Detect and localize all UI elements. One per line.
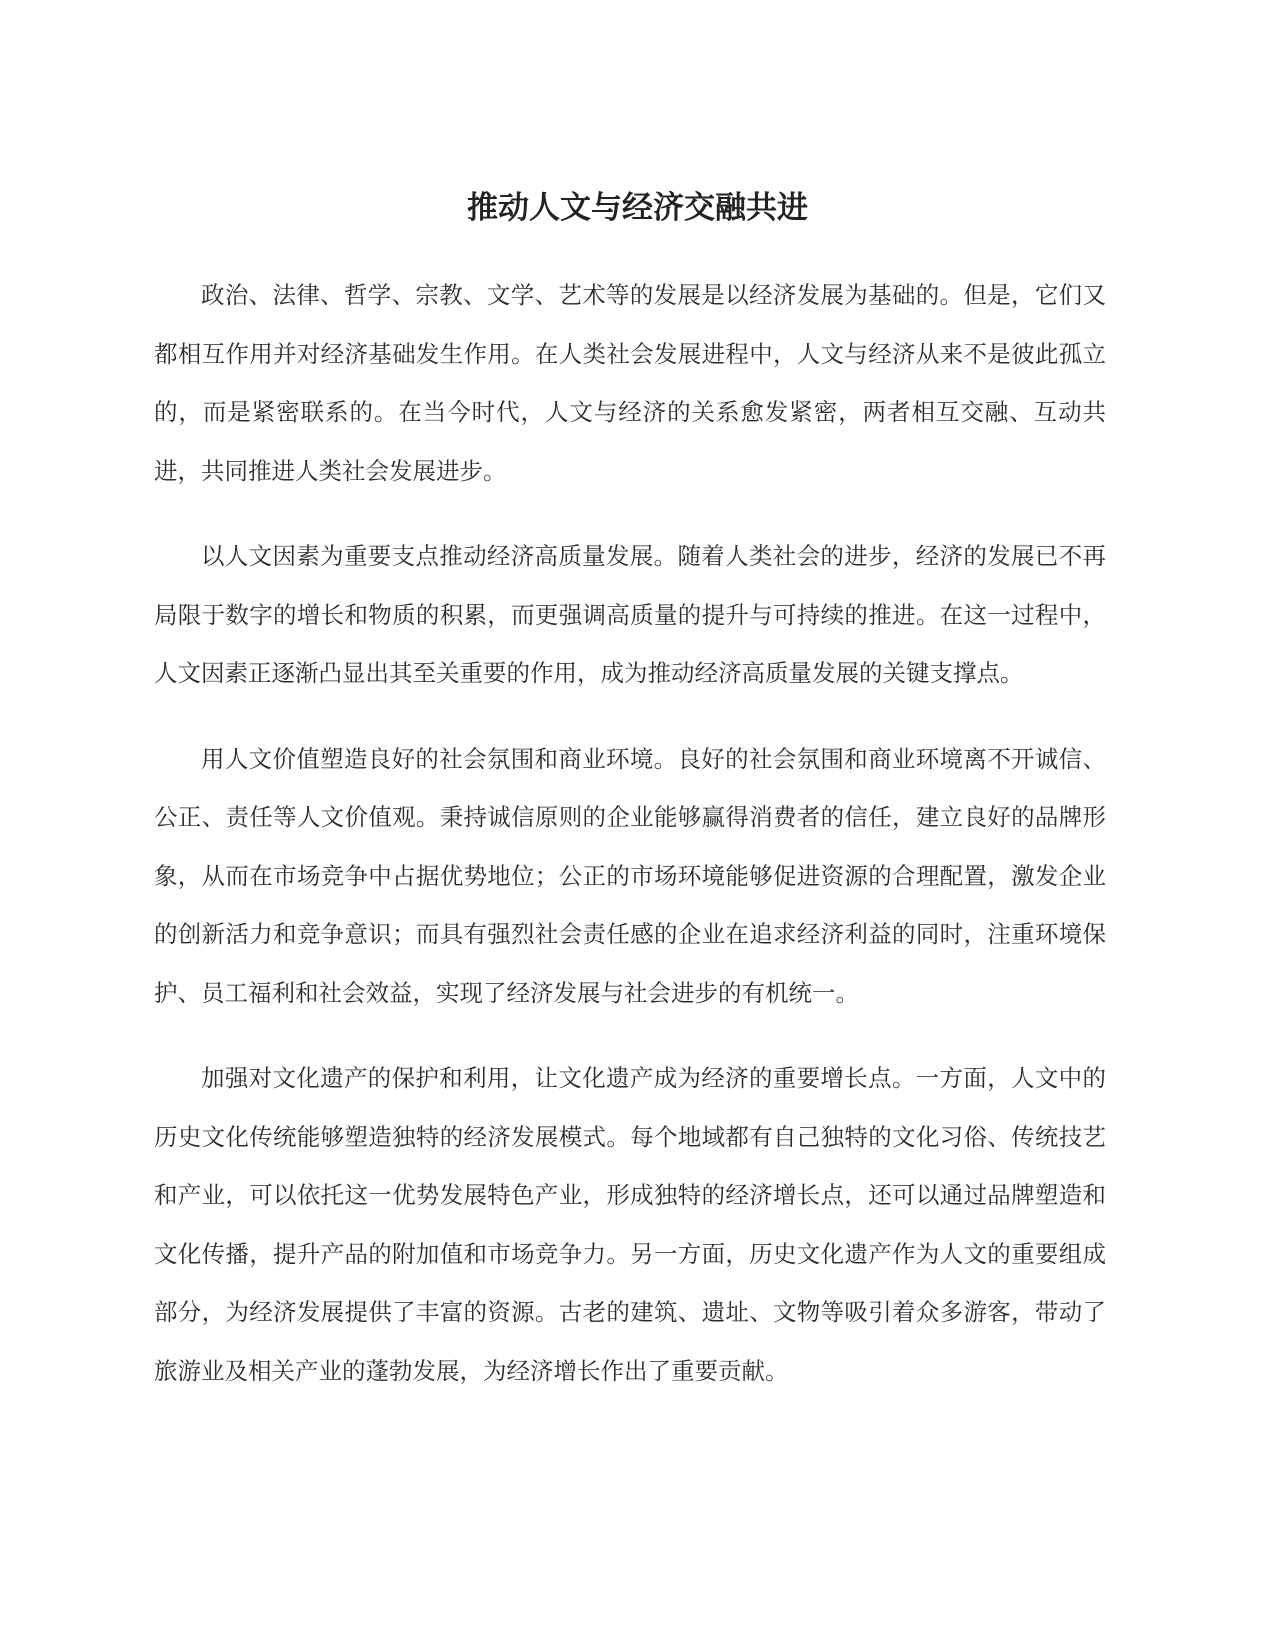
paragraph-3: 用人文价值塑造良好的社会氛围和商业环境。良好的社会氛围和商业环境离不开诚信、公正、责任等人文价值观。秉持诚信原则的企业能够赢得消费者的信任，建立良好的品牌形象，从而在市场竞争中占据优势地位；公正的市场环境能够促进资源的合理配置，激发企业的创新活力和竞争意识；而具有强烈社会责任感的企业在追求经济利益的同时，注重环境保护、员工福利和社会效益，实现了经济发展与社会进步的有机统一。 [154, 744, 1106, 1007]
paragraph-1: 政治、法律、哲学、宗教、文学、艺术等的发展是以经济发展为基础的。但是，它们又都相互作用并对经济基础发生作用。在人类社会发展进程中，人文与经济从来不是彼此孤立的，而是紧密联系的。在当今时代，人文与经济的关系愈发紧密，两者相互交融、互动共进，共同推进人类社会发展进步。 [154, 281, 1106, 485]
paragraph-2: 以人文因素为重要支点推动经济高质量发展。随着人类社会的进步，经济的发展已不再局限于数字的增长和物质的积累，而更强调高质量的提升与可持续的推进。在这一过程中，人文因素正逐渐凸显出其至关重要的作用，成为推动经济高质量发展的关键支撑点。 [154, 542, 1106, 687]
document-body [154, 266, 1106, 1427]
paragraph-4: 加强对文化遗产的保护和利用，让文化遗产成为经济的重要增长点。一方面，人文中的历史文化传统能够塑造独特的经济发展模式。每个地域都有自己独特的文化习俗、传统技艺和产业，可以依托这一优势发展特色产业，形成独特的经济增长点，还可以通过品牌塑造和文化传播，提升产品的附加值和市场竞争力。另一方面，历史文化遗产作为人文的重要组成部分，为经济发展提供了丰富的资源。古老的建筑、遗址、文物等吸引着众多游客，带动了旅游业及相关产业的蓬勃发展，为经济增长作出了重要贡献。 [154, 1064, 1106, 1385]
document-title: 推动人文与经济交融共进 [467, 190, 808, 226]
